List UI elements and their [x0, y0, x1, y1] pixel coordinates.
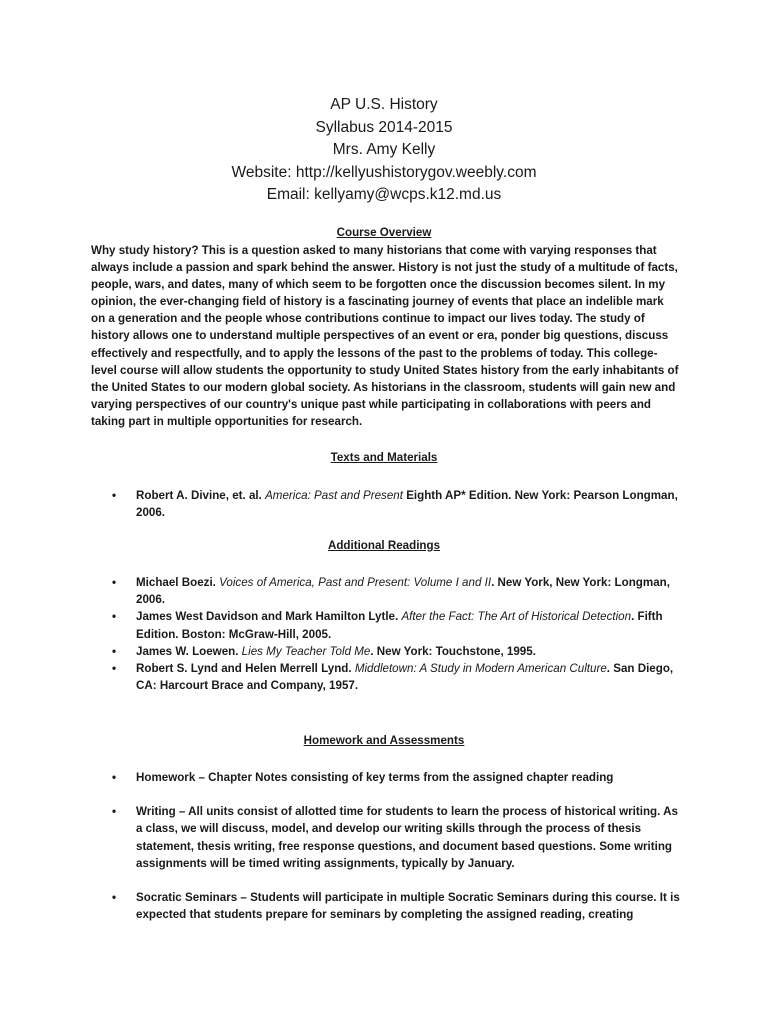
bullet-icon: • — [112, 662, 117, 676]
homework-assessments-heading: Homework and Assessments — [303, 734, 465, 747]
texts-materials-list — [0, 487, 682, 521]
syllabus-header — [0, 94, 768, 207]
syllabus-year: Syllabus 2014-2015 — [315, 118, 453, 136]
list-item: • Michael Boezi. Voices of America, Past and Present: Volume I and II. New York, New York: Longman, 2006. — [112, 576, 670, 607]
website-line: Website: http://kellyushistorygov.weebly.com — [231, 163, 537, 181]
additional-readings-list — [0, 574, 682, 694]
course-overview-heading: Course Overview — [336, 226, 432, 239]
list-item: • Robert A. Divine, et. al. America: Past and Present Eighth AP* Edition. New York: Pearson Longman, 2006. — [112, 489, 678, 520]
bullet-icon: • — [112, 644, 117, 658]
list-item: • Homework – Chapter Notes consisting of key terms from the assigned chapter reading — [0, 769, 682, 786]
course-title: AP U.S. History — [330, 96, 438, 113]
bullet-icon: • — [112, 805, 117, 819]
homework-assessments-list — [0, 769, 688, 923]
bullet-icon: • — [112, 771, 117, 784]
course-overview-paragraph: Why study history? This is a question asked to many historians that come with varying responses that always include a passion and spark behind the answer. History is not just the study of a multitude of facts, people, wars, and dates, many of which seem to be forgotten once the discussion becomes silent. In my opinion, the ever-changing field of history is a fascinating journey of events that place an indelible mark on a generation and the people whose contributions continue to impact our lives today. The study of history allows one to understand multiple perspectives of an event or era, ponder big questions, discuss effectively and respectfully, and to apply the lessons of the past to the problems of today. This college-level course will allow students the opportunity to study United States history from the early inhabitants of the United States to our modern global society. As historians in the classroom, students will gain new and varying perspectives of our country's unique past while participating in collaborations with peers and taking part in multiple opportunities for research. — [91, 244, 679, 428]
bullet-icon: • — [112, 489, 117, 502]
list-item: • James West Davidson and Mark Hamilton Lytle. After the Fact: The Art of Historical Detection. Fifth Edition. Boston: McGraw-Hill, 2005. — [112, 610, 663, 641]
texts-materials-heading: Texts and Materials — [330, 451, 438, 464]
teacher-name: Mrs. Amy Kelly — [332, 141, 436, 158]
list-item: • Robert S. Lynd and Helen Merrell Lynd. Middletown: A Study in Modern American Culture. San Diego, CA: Harcourt Brace and Company, 1957. — [112, 662, 674, 693]
additional-readings-heading: Additional Readings — [327, 539, 441, 552]
bullet-icon: • — [112, 576, 117, 589]
list-item: • Writing – All units consist of allotted time for students to learn the process of historical writing. As a class, we will discuss, model, and develop our writing skills through the process of thesis statement, thesis writing, free response questions, and document based questions. Some writing assignments will be timed writing assignments, typically by January. — [112, 805, 678, 870]
list-item: • James W. Loewen. Lies My Teacher Told Me. New York: Touchstone, 1995. — [0, 643, 682, 660]
email-line: Email: kellyamy@wcps.k12.md.us — [266, 186, 502, 203]
list-item: • Socratic Seminars – Students will participate in multiple Socratic Seminars during this course. It is expected that students prepare for seminars by completing the assigned reading, creating — [112, 891, 680, 922]
bullet-icon: • — [112, 610, 117, 624]
bullet-icon: • — [112, 891, 117, 905]
